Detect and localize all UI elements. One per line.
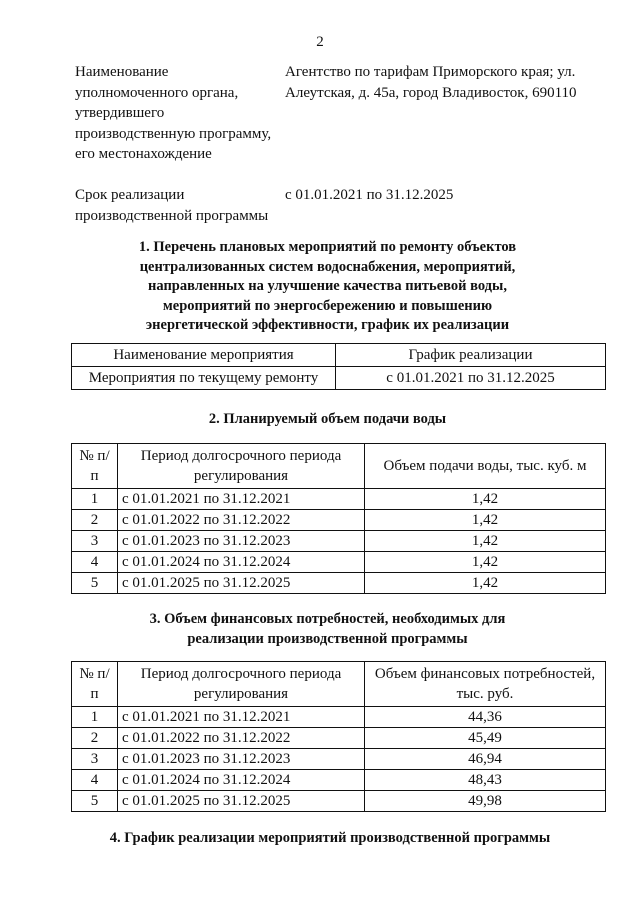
financial-needs-table [71,661,606,812]
value-cell: 46,94 [365,749,606,770]
table-row [72,367,606,390]
period-cell: с 01.01.2025 по 31.12.2025 [118,791,365,812]
info-value: с 01.01.2021 по 31.12.2025 [285,187,454,203]
heading-line: 1. Перечень плановых мероприятий по ремонту объектов [138,239,517,255]
section2-heading: 2. Планируемый объем подачи воды [208,411,447,427]
water-supply-table [71,443,606,594]
column-header: Объем подачи воды, тыс. куб. м [365,444,606,489]
row-number: 1 [72,707,118,728]
section1-heading [60,238,595,336]
program-info [75,62,595,226]
value-cell: 1,42 [365,531,606,552]
section4-heading: 4. График реализации мероприятий производственной программы [109,830,551,846]
table-header-row [72,444,606,489]
period-cell: с 01.01.2023 по 31.12.2023 [118,531,365,552]
value-cell: 1,42 [365,573,606,594]
info-label: Наименование уполномоченного органа, утвердившего производственную программу, его местонахождение [75,64,272,162]
info-row-term [75,185,595,226]
info-row-authority [75,62,595,185]
table-row [72,791,606,812]
column-header: График реализации [336,344,606,367]
heading-line: реализации производственной программы [187,630,468,647]
info-label: Срок реализации производственной программы [75,187,269,224]
heading-line: 3. Объем финансовых потребностей, необходимых для [149,611,506,627]
table-row [72,728,606,749]
info-value: Агентство по тарифам Приморского края; ул. Алеутская, д. 45а, город Владивосток, 690110 [285,64,577,101]
value-cell: 45,49 [365,728,606,749]
value-cell: 49,98 [365,791,606,812]
page-number: 2 [316,34,324,50]
table-header-row [72,662,606,707]
period-cell: с 01.01.2021 по 31.12.2021 [118,707,365,728]
row-number: 4 [72,770,118,791]
column-header: Период долгосрочного периода регулирования [118,662,365,707]
heading-line: направленных на улучшение качества питьевой воды, [148,278,507,294]
table-row [72,573,606,594]
value-cell: 1,42 [365,510,606,531]
value-cell: 48,43 [365,770,606,791]
period-cell: с 01.01.2024 по 31.12.2024 [118,770,365,791]
section3-heading [60,610,595,649]
column-header: № п/п [72,662,118,707]
table-row [72,770,606,791]
row-number: 5 [72,573,118,594]
table-header-row [72,344,606,367]
heading-line: централизованных систем водоснабжения, мероприятий, [139,258,516,275]
table-row [72,531,606,552]
table-row [72,552,606,573]
period-cell: с 01.01.2021 по 31.12.2021 [118,489,365,510]
column-header: Наименование мероприятия [72,344,336,367]
heading-line: энергетической эффективности, график их реализации [145,317,510,333]
heading-line: мероприятий по энергосбережению и повышению [162,297,493,314]
table-row [72,749,606,770]
row-number: 5 [72,791,118,812]
period-cell: с 01.01.2022 по 31.12.2022 [118,728,365,749]
period-cell: с 01.01.2025 по 31.12.2025 [118,573,365,594]
period-cell: с 01.01.2022 по 31.12.2022 [118,510,365,531]
row-number: 2 [72,510,118,531]
value-cell: 44,36 [365,707,606,728]
table-cell: Мероприятия по текущему ремонту [72,367,336,390]
column-header: № п/п [72,444,118,489]
row-number: 3 [72,749,118,770]
row-number: 2 [72,728,118,749]
period-cell: с 01.01.2024 по 31.12.2024 [118,552,365,573]
activities-table [71,343,606,390]
value-cell: 1,42 [365,552,606,573]
row-number: 3 [72,531,118,552]
table-row [72,707,606,728]
row-number: 1 [72,489,118,510]
row-number: 4 [72,552,118,573]
table-row [72,510,606,531]
table-cell: с 01.01.2021 по 31.12.2025 [336,367,606,390]
value-cell: 1,42 [365,489,606,510]
period-cell: с 01.01.2023 по 31.12.2023 [118,749,365,770]
column-header: Период долгосрочного периода регулирования [118,444,365,489]
column-header: Объем финансовых потребностей, тыс. руб. [365,662,606,707]
table-row [72,489,606,510]
